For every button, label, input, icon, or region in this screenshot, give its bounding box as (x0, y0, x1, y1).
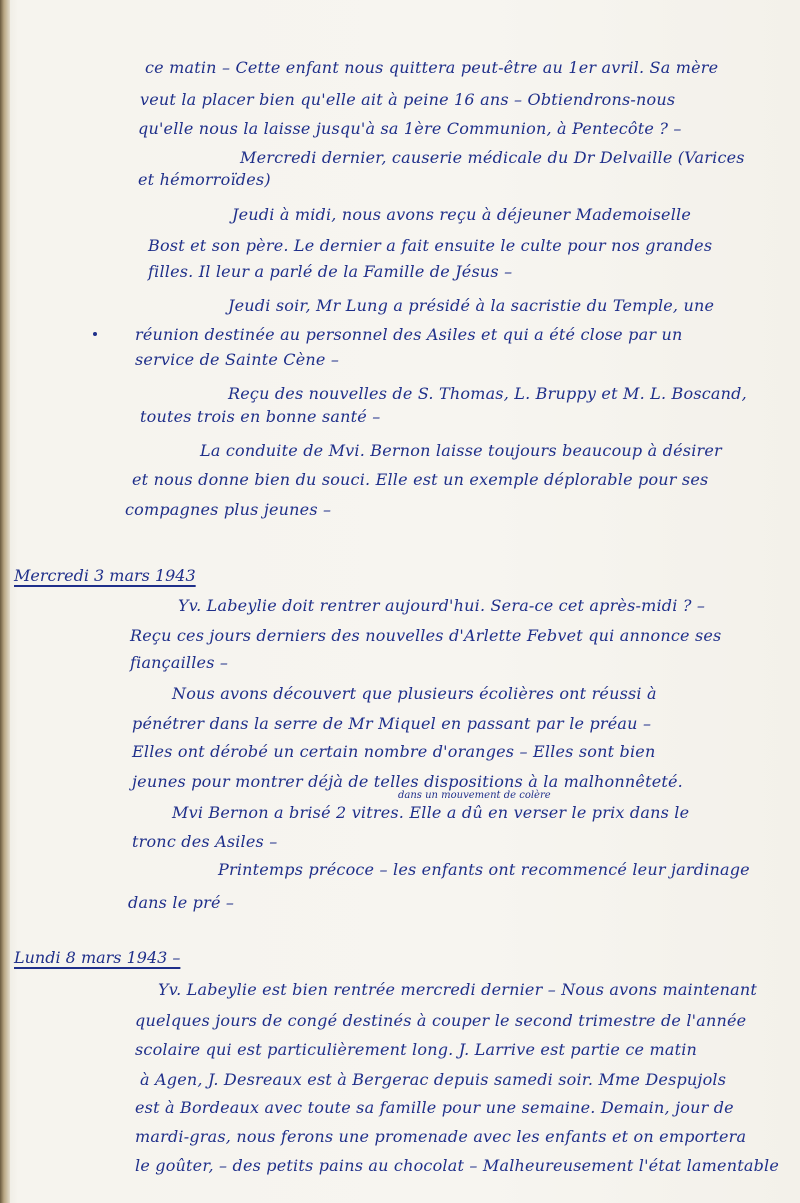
entry-line: Reçu ces jours derniers des nouvelles d'Arlette Febvet qui annonce ses (130, 626, 722, 645)
entry-line: scolaire qui est particulièrement long. J. Larrive est partie ce matin (135, 1040, 698, 1059)
entry-line: pénétrer dans la serre de Mr Miquel en passant par le préau – (132, 714, 652, 733)
entry-line: tronc des Asiles – (132, 832, 278, 851)
entry-line: toutes trois en bonne santé – (140, 407, 381, 426)
entry-date-heading: Lundi 8 mars 1943 – (14, 948, 181, 967)
entry-line: à Agen, J. Desreaux est à Bergerac depuis samedi soir. Mme Despujols (140, 1070, 727, 1089)
entry-line: mardi-gras, nous ferons une promenade avec les enfants et on emportera (135, 1127, 747, 1146)
entry-line: Mvi Bernon a brisé 2 vitres. Elle a dû en verser le prix dans le (172, 803, 690, 822)
entry-line: ce matin – Cette enfant nous quittera peut-être au 1er avril. Sa mère (145, 58, 719, 77)
page-binding-edge (0, 0, 10, 1203)
entry-line: dans le pré – (128, 893, 235, 912)
entry-line: Jeudi soir, Mr Lung a présidé à la sacristie du Temple, une (228, 296, 715, 315)
entry-line: qu'elle nous la laisse jusqu'à sa 1ère Communion, à Pentecôte ? – (138, 119, 682, 138)
entry-line: Nous avons découvert que plusieurs écolières ont réussi à (172, 684, 657, 703)
entry-line: Bost et son père. Le dernier a fait ensuite le culte pour nos grandes (148, 236, 713, 255)
entry-line: et hémorroïdes) (138, 170, 271, 189)
entry-line: Yv. Labeylie est bien rentrée mercredi dernier – Nous avons maintenant (158, 980, 758, 999)
entry-line: Jeudi à midi, nous avons reçu à déjeuner Mademoiselle (232, 205, 692, 224)
entry-line: filles. Il leur a parlé de la Famille de Jésus – (148, 262, 513, 281)
entry-line: compagnes plus jeunes – (125, 500, 332, 519)
entry-line: réunion destinée au personnel des Asiles et qui a été close par un (135, 325, 683, 344)
ink-dot (93, 332, 97, 336)
entry-line: veut la placer bien qu'elle ait à peine 16 ans – Obtiendrons-nous (140, 90, 676, 109)
entry-line: Yv. Labeylie doit rentrer aujourd'hui. Sera-ce cet après-midi ? – (178, 596, 706, 615)
interlinear-insertion: dans un mouvement de colère (398, 790, 551, 801)
entry-line: Mercredi dernier, causerie médicale du Dr Delvaille (Varices (240, 148, 745, 167)
entry-line: le goûter, – des petits pains au chocolat – Malheureusement l'état lamentable (135, 1156, 780, 1175)
entry-line: Reçu des nouvelles de S. Thomas, L. Bruppy et M. L. Boscand, (228, 384, 747, 403)
entry-line: et nous donne bien du souci. Elle est un exemple déplorable pour ses (132, 470, 709, 489)
entry-line: service de Sainte Cène – (135, 350, 340, 369)
entry-date-heading: Mercredi 3 mars 1943 (14, 566, 196, 585)
entry-line: Elles ont dérobé un certain nombre d'oranges – Elles sont bien (132, 742, 656, 761)
entry-line: Printemps précoce – les enfants ont recommencé leur jardinage (218, 860, 750, 879)
entry-line: est à Bordeaux avec toute sa famille pour une semaine. Demain, jour de (135, 1098, 734, 1117)
entry-line: quelques jours de congé destinés à couper le second trimestre de l'année (135, 1011, 747, 1030)
entry-line: jeunes pour montrer déjà de telles dispositions à la malhonnêteté. (132, 772, 683, 791)
entry-line: La conduite de Mvi. Bernon laisse toujours beaucoup à désirer (200, 441, 722, 460)
entry-line: fiançailles – (130, 653, 229, 672)
